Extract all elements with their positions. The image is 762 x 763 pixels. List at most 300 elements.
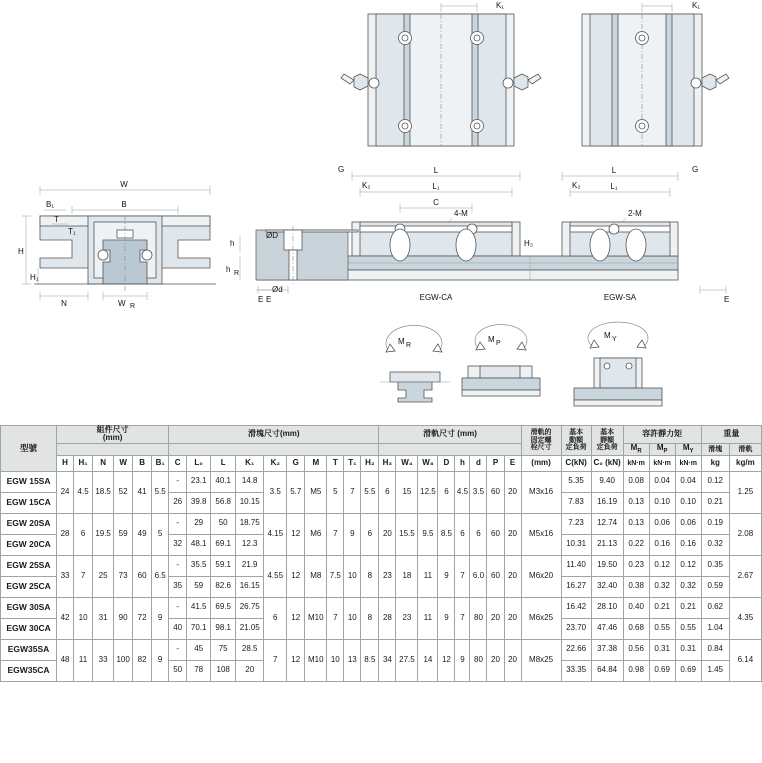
cell-H1: 10 [74,597,93,639]
cell-C: 26 [169,492,187,513]
col-W4: W₄ [396,455,418,471]
header-assembly-dim [57,426,169,444]
col-E: E [504,455,521,471]
cell-dyn: 5.35 [561,471,591,492]
col-T: T [327,455,344,471]
label-W: W [120,180,128,189]
cell-K1: 12.3 [236,534,264,555]
cell-h: 9 [455,639,470,681]
label-MR-sub: R [406,342,412,349]
cell-P: 60 [487,555,504,597]
cell-K1: 14.8 [236,471,264,492]
cell-E: 20 [504,597,521,639]
table-subheader-row-1 [1,443,762,455]
moment-MY-figure [574,322,662,406]
rail-hole-section [226,226,358,304]
cell-G: 12 [287,639,305,681]
cell-W4: 27.5 [396,639,418,681]
label-h: h [230,239,235,248]
cell-weight-rail: 6.14 [729,639,761,681]
cell-weight-block: 0.35 [701,555,729,576]
col-B1: B₁ [152,455,169,471]
cell-stat: 64.84 [591,660,623,681]
cell-G: 5.7 [287,471,305,513]
cell-M: M10 [305,639,327,681]
cell-h: 6 [455,513,470,555]
cell-MP: 0.32 [649,576,675,597]
cell-D: 8.5 [438,513,455,555]
cell-C: - [169,555,187,576]
cell-G: 12 [287,597,305,639]
cell-L: 98.1 [211,618,236,639]
cell-C: 32 [169,534,187,555]
cell-L0: 70.1 [187,618,211,639]
col-screw-unit: (mm) [521,455,561,471]
cell-T1: 10 [344,555,361,597]
cell-MY: 0.32 [675,576,701,597]
cell-E: 20 [504,639,521,681]
label-L-sa: L [611,166,617,175]
cell-N: 25 [93,555,114,597]
cell-K1: 20 [236,660,264,681]
cell-K1: 18.75 [236,513,264,534]
cell-MY: 0.69 [675,660,701,681]
cell-H2: 8.5 [361,639,379,681]
cell-T: 10 [327,639,344,681]
cell-weight-rail: 2.67 [729,555,761,597]
cell-B1: 6.5 [152,555,169,597]
col-G: G [287,455,305,471]
cell-K2: 3.5 [264,471,287,513]
cell-B1: 9 [152,639,169,681]
cell-D: 9 [438,597,455,639]
label-L1-sa: L₁ [610,182,618,191]
cell-MR: 0.23 [623,555,649,576]
cell-B: 41 [133,471,152,513]
cell-B: 60 [133,555,152,597]
label-hR: h [226,265,231,274]
cell-MP: 0.21 [649,597,675,618]
header-basic-dynamic: 基本 動額 定負荷 [561,426,591,456]
cell-stat: 28.10 [591,597,623,618]
table-row [1,471,762,492]
cell-screw: M5x16 [521,513,561,555]
cell-W8: 11 [418,597,438,639]
label-MP-sub: P [496,340,501,347]
cell-P: 60 [487,471,504,513]
header-moment-MR: $M_R$ [623,443,649,455]
cell-W8: 14 [418,639,438,681]
cell-MY: 0.31 [675,639,701,660]
label-Od: Ød [272,285,283,294]
top-view-ca [341,1,541,146]
col-stat-unit: C₀ (kN) [591,455,623,471]
cell-L0: 48.1 [187,534,211,555]
cell-weight-block: 0.21 [701,492,729,513]
cell-E: 20 [504,471,521,513]
col-L: L [211,455,236,471]
cell-weight-block: 0.62 [701,597,729,618]
cell-H1: 4.5 [74,471,93,513]
cell-h: 7 [455,597,470,639]
spacer-assembly [57,443,169,455]
cell-K1: 10.15 [236,492,264,513]
cell-dyn: 22.66 [561,639,591,660]
cell-d: 6 [470,513,487,555]
label-k1-top-left: K₁ [495,1,504,10]
cell-W: 100 [114,639,133,681]
cell-K1: 16.15 [236,576,264,597]
cell-K1: 21.05 [236,618,264,639]
cell-L0: 29 [187,513,211,534]
cell-MR: 0.68 [623,618,649,639]
cell-T1: 7 [344,471,361,513]
cell-C: - [169,597,187,618]
cell-MR: 0.56 [623,639,649,660]
header-assembly-dim-text: 組件尺寸 [96,425,129,434]
cell-T: 7 [327,513,344,555]
label-C-ca: C [433,198,439,207]
cell-H3: 20 [379,513,396,555]
header-weight-block: 滑塊 [701,443,729,455]
label-MR: M [398,337,405,346]
cell-d: 80 [470,597,487,639]
label-B: B [121,200,127,209]
cell-weight-block: 0.32 [701,534,729,555]
label-OD: ØD [266,231,278,240]
cell-MR: 0.22 [623,534,649,555]
cell-L0: 39.8 [187,492,211,513]
cell-weight-rail: 4.35 [729,597,761,639]
cell-dyn: 16.42 [561,597,591,618]
header-block-dim: 滑塊尺寸(mm) [169,426,379,444]
cell-dyn: 10.31 [561,534,591,555]
cell-MP: 0.06 [649,513,675,534]
cell-H3: 34 [379,639,396,681]
label-egw-ca: EGW-CA [419,293,453,302]
cell-K1: 21.9 [236,555,264,576]
cell-W8: 9.5 [418,513,438,555]
cell-L: 40.1 [211,471,236,492]
label-K2-ca: K₂ [362,181,371,190]
cell-H1: 7 [74,555,93,597]
cell-H1: 11 [74,639,93,681]
col-dyn-unit: C(kN) [561,455,591,471]
cell-K1: 26.75 [236,597,264,618]
cell-W: 52 [114,471,133,513]
cell-B: 72 [133,597,152,639]
cell-B: 82 [133,639,152,681]
header-weight-rail: 滑軌 [729,443,761,455]
cell-L0: 41.5 [187,597,211,618]
label-H: H [18,247,24,256]
table-subheader-row-2 [1,455,762,471]
label-N: N [61,299,67,308]
cell-H1: 6 [74,513,93,555]
label-WR: W [118,299,126,308]
col-H: H [57,455,74,471]
cell-dyn: 7.83 [561,492,591,513]
header-static-moment: 容許靜力矩 [623,426,701,444]
cell-G: 12 [287,513,305,555]
cell-d: 80 [470,639,487,681]
header-basic-static: 基本 靜額 定負荷 [591,426,623,456]
cell-P: 20 [487,597,504,639]
cell-MP: 0.31 [649,639,675,660]
spec-table [0,425,762,682]
label-egw-sa: EGW-SA [603,293,637,302]
col-C: C [169,455,187,471]
label-MY: M [604,331,611,340]
cell-MR: 0.13 [623,492,649,513]
cell-L0: 45 [187,639,211,660]
label-G-ca: G [338,165,345,174]
model-cell: EGW 15SA [1,471,57,492]
label-MP: M [488,335,495,344]
col-B: B [133,455,152,471]
col-H1: H₁ [74,455,93,471]
model-cell: EGW 20SA [1,513,57,534]
cell-C: - [169,639,187,660]
model-cell: EGW 30SA [1,597,57,618]
moment-MR-figure [380,325,450,402]
cell-screw: M6x20 [521,555,561,597]
cell-M: M8 [305,555,327,597]
cell-L: 56.8 [211,492,236,513]
label-k1-top-right: K₁ [691,1,700,10]
cell-MY: 0.06 [675,513,701,534]
cell-K2: 7 [264,639,287,681]
cell-stat: 32.40 [591,576,623,597]
cell-dyn: 16.27 [561,576,591,597]
cell-C: 40 [169,618,187,639]
cell-MP: 0.12 [649,555,675,576]
cell-W: 59 [114,513,133,555]
cell-L: 108 [211,660,236,681]
cell-H2: 6 [361,513,379,555]
cell-H3: 28 [379,597,396,639]
cell-h: 7 [455,555,470,597]
label-E-right: E [724,295,730,304]
col-MR-unit: kN·m [623,455,649,471]
cell-T1: 9 [344,513,361,555]
cell-screw: M6x25 [521,597,561,639]
cell-MR: 0.40 [623,597,649,618]
spec-table-container [0,425,762,682]
cell-weight-block: 1.04 [701,618,729,639]
top-view-sa [582,1,729,146]
cell-stat: 12.74 [591,513,623,534]
cell-T1: 13 [344,639,361,681]
cell-MR: 0.08 [623,471,649,492]
cell-stat: 19.50 [591,555,623,576]
cell-MY: 0.55 [675,618,701,639]
model-cell: EGW 25SA [1,555,57,576]
model-cell: EGW35CA [1,660,57,681]
cell-P: 20 [487,639,504,681]
cell-d: 3.5 [470,471,487,513]
cell-MP: 0.55 [649,618,675,639]
cell-L0: 78 [187,660,211,681]
cell-screw: M8x25 [521,639,561,681]
col-d: d [470,455,487,471]
label-T: T [54,215,59,224]
model-cell: EGW 30CA [1,618,57,639]
label-T1: T₁ [68,227,76,236]
cell-MY: 0.16 [675,534,701,555]
cell-M: M10 [305,597,327,639]
label-K2-sa: K₂ [572,181,581,190]
cell-L: 69.5 [211,597,236,618]
cell-M: M6 [305,513,327,555]
cell-H: 42 [57,597,74,639]
header-assembly-dim-unit: (mm) [102,433,123,443]
cell-B1: 5 [152,513,169,555]
cell-W4: 15 [396,471,418,513]
col-MP-unit: kN·m [649,455,675,471]
spacer-block [169,443,379,455]
cell-MY: 0.10 [675,492,701,513]
model-cell: EGW 25CA [1,576,57,597]
cell-T1: 10 [344,597,361,639]
cell-D: 6 [438,471,455,513]
col-weight-rail-unit: kg/m [729,455,761,471]
cell-W: 73 [114,555,133,597]
cell-dyn: 11.40 [561,555,591,576]
label-B1: B₁ [46,200,55,209]
cell-B: 49 [133,513,152,555]
cell-N: 33 [93,639,114,681]
cell-weight-block: 0.59 [701,576,729,597]
cell-MY: 0.21 [675,597,701,618]
model-cell: EGW 15CA [1,492,57,513]
col-L0: L₀ [187,455,211,471]
moment-MP-figure [462,325,540,396]
label-WR-sub: R [130,303,136,310]
header-model: 型號 [1,426,57,472]
cell-W: 90 [114,597,133,639]
label-H3: H₃ [524,239,534,248]
cell-C: - [169,471,187,492]
moment-diagrams [380,322,662,406]
label-4M: 4-M [454,209,468,218]
label-hR-sub: R [234,270,240,277]
cell-H: 28 [57,513,74,555]
cell-H: 33 [57,555,74,597]
cell-K2: 4.55 [264,555,287,597]
cell-N: 31 [93,597,114,639]
cell-W4: 18 [396,555,418,597]
cell-MP: 0.16 [649,534,675,555]
cell-W8: 12.5 [418,471,438,513]
col-H3: H₃ [379,455,396,471]
cell-W4: 23 [396,597,418,639]
table-row [1,597,762,618]
col-h: h [455,455,470,471]
cell-K2: 4.15 [264,513,287,555]
col-T1: T₁ [344,455,361,471]
cell-MP: 0.69 [649,660,675,681]
cell-K2: 6 [264,597,287,639]
cell-C: 50 [169,660,187,681]
label-G-sa: G [692,165,699,174]
label-MY-sub: Y [612,336,617,343]
label-H1: H₁ [30,273,39,282]
header-rail-screw: 滑軌的 固定螺 栓尺寸 [521,426,561,456]
table-group-header-row [1,426,762,444]
col-M: M [305,455,327,471]
col-D: D [438,455,455,471]
cell-N: 19.5 [93,513,114,555]
cell-L: 82.6 [211,576,236,597]
cell-weight-rail: 2.08 [729,513,761,555]
cell-L0: 35.5 [187,555,211,576]
cell-E: 20 [504,513,521,555]
cell-stat: 16.19 [591,492,623,513]
cell-W4: 15.5 [396,513,418,555]
cell-T: 7.5 [327,555,344,597]
cell-stat: 9.40 [591,471,623,492]
header-moment-MP: $M_P$ [649,443,675,455]
label-E-mid: E [266,295,272,304]
cell-D: 12 [438,639,455,681]
cell-weight-block: 1.45 [701,660,729,681]
cell-G: 12 [287,555,305,597]
cell-H2: 5.5 [361,471,379,513]
cell-T: 7 [327,597,344,639]
cell-P: 60 [487,513,504,555]
model-cell: EGW 20CA [1,534,57,555]
col-P: P [487,455,504,471]
cell-d: 6.0 [470,555,487,597]
col-W8: W₈ [418,455,438,471]
cell-dyn: 7.23 [561,513,591,534]
col-H2: H₂ [361,455,379,471]
cell-K1: 28.5 [236,639,264,660]
cell-N: 18.5 [93,471,114,513]
cell-H: 48 [57,639,74,681]
cell-weight-block: 0.19 [701,513,729,534]
label-E-left: E [258,295,264,304]
table-row [1,513,762,534]
cell-C: 35 [169,576,187,597]
cell-B1: 5.5 [152,471,169,513]
cell-L: 75 [211,639,236,660]
cell-stat: 21.13 [591,534,623,555]
cell-T: 5 [327,471,344,513]
label-2M: 2-M [628,209,642,218]
cell-weight-rail: 1.25 [729,471,761,513]
model-cell: EGW35SA [1,639,57,660]
cell-B1: 9 [152,597,169,639]
cell-MR: 0.98 [623,660,649,681]
table-row [1,639,762,660]
cell-dyn: 33.35 [561,660,591,681]
cell-dyn: 23.70 [561,618,591,639]
side-view-sa [562,165,729,304]
cell-H: 24 [57,471,74,513]
cell-L0: 59 [187,576,211,597]
cell-H3: 23 [379,555,396,597]
cell-MR: 0.13 [623,513,649,534]
cell-stat: 47.46 [591,618,623,639]
col-K2: K₂ [264,455,287,471]
cell-W8: 11 [418,555,438,597]
cell-MP: 0.10 [649,492,675,513]
cell-stat: 37.38 [591,639,623,660]
front-section-view [18,180,216,310]
table-row [1,555,762,576]
